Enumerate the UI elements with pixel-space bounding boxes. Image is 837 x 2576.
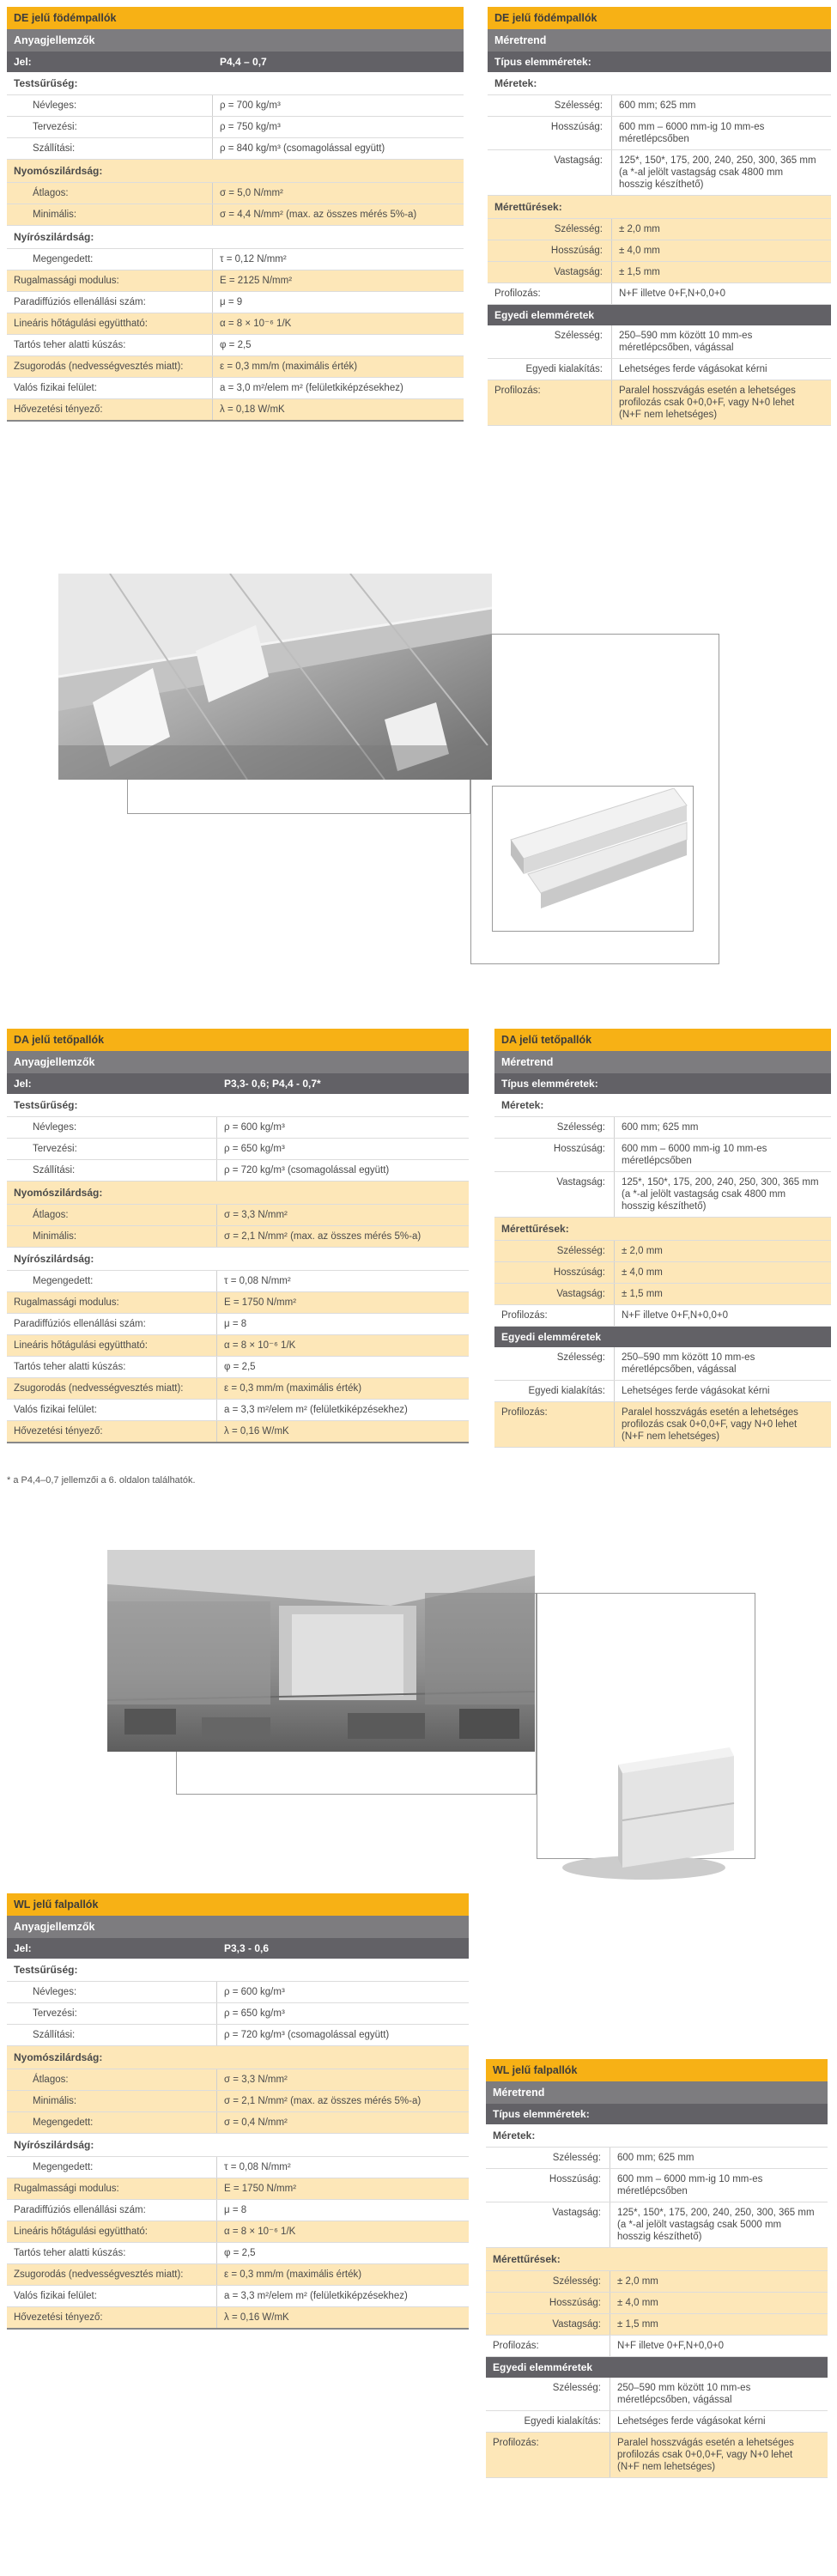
row-value: ε = 0,3 mm/m (maximális érték) [224,1383,362,1394]
section-label: Mérettűrések: [494,1218,831,1241]
row-value: Paralel hosszvágás esetén a lehetséges profilozás csak 0+0,0+F, vagy N+0 lehet (N+F nem lehetséges) [622,1407,798,1442]
row-value: Paralel hosszvágás esetén a lehetséges profilozás csak 0+0,0+F, vagy N+0 lehet (N+F nem lehetséges) [619,386,796,420]
section-label: Nyomószilárdság: [7,2046,469,2069]
row-value: 125*, 150*, 175, 200, 240, 250, 300, 365 mm (a *-al jelölt vastagság csak 4800 mm hosszig készíthető) [622,1177,819,1212]
row-value: ε = 0,3 mm/m (maximális érték) [220,361,358,372]
row-label: Lineáris hőtágulási együttható: [7,313,213,334]
row-value: σ = 3,3 N/mm² [224,1210,288,1220]
section-label: Mérettűrések: [488,196,831,219]
row-value: ρ = 650 kg/m³ [224,2008,285,2019]
row-value: ± 1,5 mm [619,267,660,277]
row-label: Egyedi kialakítás: [486,2411,610,2432]
row-value: Paralel hosszvágás esetén a lehetséges profilozás csak 0+0,0+F, vagy N+0 lehet (N+F nem lehetséges) [617,2438,794,2472]
row-value: τ = 0,08 N/mm² [224,2162,291,2172]
row-label: Tervezési: [7,2003,217,2024]
row-label: Szélesség: [488,219,612,240]
row-label: Tartós teher alatti kúszás: [7,335,213,355]
tipus-row [494,1073,831,1094]
row-value: N+F illetve 0+F,N+0,0+0 [619,289,726,299]
row-label: Szélesség: [494,1117,615,1138]
row-label: Vastagság: [486,2314,610,2335]
section-label: Testsűrűség: [7,1094,469,1117]
row-label: Tervezési: [7,1139,217,1159]
row-value: 600 mm; 625 mm [617,2153,694,2163]
table-subtitle: Méretrend [494,1051,831,1073]
row-value: 250–590 mm között 10 mm-es méretlépcsőben, vágással [622,1352,755,1375]
ceiling-photo-image [58,574,492,780]
egyedi-label: Egyedi elemméretek [493,2361,593,2373]
row-value: σ = 0,4 N/mm² [224,2117,288,2128]
row-label: Vastagság: [488,150,612,195]
row-label: Tartós teher alatti kúszás: [7,1357,217,1377]
row-label: Szélesség: [486,2148,610,2168]
wl-dimensions-table [486,2059,828,2478]
section-label: Mérettűrések: [486,2248,828,2271]
row-value: ± 2,0 mm [622,1246,663,1256]
row-value: ρ = 750 kg/m³ [220,122,281,132]
row-value: ρ = 840 kg/m³ (csomagolással együtt) [220,143,385,154]
section-label: Nyomószilárdság: [7,1182,469,1205]
concrete-slab-image [494,788,691,913]
row-value: λ = 0,16 W/mK [224,2312,289,2323]
row-value: ± 4,0 mm [619,246,660,256]
row-value: φ = 2,5 [220,340,252,350]
row-value: σ = 2,1 N/mm² (max. az összes mérés 5%-a) [224,1231,422,1242]
slab-image [494,788,691,913]
row-value: 125*, 150*, 175, 200, 240, 250, 300, 365 mm (a *-al jelölt vastagság csak 5000 mm hosszig készíthető) [617,2208,815,2242]
row-label: Valós fizikai felület: [7,2286,217,2306]
table-subtitle: Anyagjellemzők [7,29,464,52]
row-value: ρ = 720 kg/m³ (csomagolással együtt) [224,2030,390,2040]
row-label: Profilozás: [488,283,612,304]
row-value: Lehetséges ferde vágásokat kérni [617,2416,766,2427]
section-label: Testsűrűség: [7,1959,469,1982]
row-label: Rugalmassági modulus: [7,1292,217,1313]
row-value: σ = 3,3 N/mm² [224,2075,288,2085]
row-label: Névleges: [7,1982,217,2002]
row-label: Hővezetési tényező: [7,1421,217,1442]
row-label: Hővezetési tényező: [7,2307,217,2328]
row-value: E = 1750 N/mm² [224,1297,297,1308]
section-label: Nyírószilárdság: [7,1248,469,1271]
row-label: Paradiffúziós ellenállási szám: [7,292,213,313]
row-value: E = 2125 N/mm² [220,276,293,286]
row-label: Névleges: [7,1117,217,1138]
egyedi-label: Egyedi elemméretek [501,1331,602,1343]
table-title: DA jelű tetőpallók [7,1029,469,1051]
row-label: Megengedett: [7,2157,217,2178]
row-value: α = 8 × 10⁻⁶ 1/K [220,319,292,329]
row-value: a = 3,0 m²/elem m² (felületkiképzésekhez) [220,383,403,393]
row-label: Profilozás: [494,1305,615,1326]
row-value: 125*, 150*, 175, 200, 240, 250, 300, 365 mm (a *-al jelölt vastagság csak 4800 mm hosszig készíthető) [619,155,816,190]
egyedi-header [494,1327,831,1347]
row-label: Valós fizikai felület: [7,378,213,398]
row-value: μ = 8 [224,1319,247,1329]
section-label: Méretek: [486,2124,828,2148]
section-label: Nyomószilárdság: [7,160,464,183]
warehouse-photo [107,1550,535,1752]
row-label: Szélesség: [486,2378,610,2410]
row-value: τ = 0,12 N/mm² [220,254,287,264]
row-label: Megengedett: [7,1271,217,1291]
row-label: Szélesség: [494,1241,615,1261]
row-value: ± 2,0 mm [617,2276,658,2287]
egyedi-label: Egyedi elemméretek [494,309,595,321]
row-value: φ = 2,5 [224,1362,256,1372]
row-label: Rugalmassági modulus: [7,270,213,291]
row-label: Zsugorodás (nedvességvesztés miatt): [7,2264,217,2285]
row-label: Zsugorodás (nedvességvesztés miatt): [7,356,213,377]
row-label: Vastagság: [494,1172,615,1217]
row-value: λ = 0,18 W/mK [220,404,285,415]
row-label: Hővezetési tényező: [7,399,213,420]
row-label: Névleges: [7,95,213,116]
row-value: σ = 5,0 N/mm² [220,188,283,198]
row-value: 600 mm – 6000 mm-ig 10 mm-es méretlépcsőben [619,122,765,144]
row-value: φ = 2,5 [224,2248,256,2258]
row-value: ρ = 720 kg/m³ (csomagolással együtt) [224,1165,390,1176]
section-label: Testsűrűség: [7,72,464,95]
row-label: Tartós teher alatti kúszás: [7,2243,217,2263]
row-label: Szállítási: [7,1160,217,1181]
row-value: ρ = 700 kg/m³ [220,100,281,111]
row-label: Átlagos: [7,183,213,204]
jel-label: Jel: [14,56,32,68]
row-value: 600 mm; 625 mm [619,100,696,111]
row-label: Megengedett: [7,2112,217,2133]
row-value: τ = 0,08 N/mm² [224,1276,291,1286]
row-label: Szélesség: [488,95,612,116]
section-label: Nyírószilárdság: [7,2134,469,2157]
row-value: 250–590 mm között 10 mm-es méretlépcsőben, vágással [619,331,753,353]
row-label: Szállítási: [7,2025,217,2045]
row-label: Szállítási: [7,138,213,159]
tipus-label: Típus elemméretek: [501,1078,598,1090]
row-label: Minimális: [7,2091,217,2111]
tipus-row [486,2104,828,2124]
row-value: a = 3,3 m²/elem m² (felületkiképzésekhez) [224,2291,408,2301]
row-label: Profilozás: [486,2336,610,2356]
row-value: 600 mm – 6000 mm-ig 10 mm-es méretlépcsőben [622,1144,767,1166]
concrete-block-image [558,1747,751,1885]
section-label: Nyírószilárdság: [7,226,464,249]
row-value: ± 2,0 mm [619,224,660,234]
row-value: ± 4,0 mm [622,1267,663,1278]
egyedi-header [488,305,831,325]
row-label: Vastagság: [486,2202,610,2247]
wl-properties-table [7,1893,469,2330]
row-label: Egyedi kialakítás: [488,359,612,380]
row-value: E = 1750 N/mm² [224,2184,297,2194]
egyedi-header [486,2357,828,2378]
section-label: Méretek: [488,72,831,95]
jel-value: P4,4 – 0,7 [220,56,267,68]
table-subtitle: Méretrend [488,29,831,52]
row-value: μ = 9 [220,297,243,307]
row-label: Hosszúság: [486,2169,610,2202]
jel-row [7,1938,469,1959]
row-label: Szélesség: [486,2271,610,2292]
row-label: Lineáris hőtágulási együttható: [7,1335,217,1356]
row-label: Egyedi kialakítás: [494,1381,615,1401]
de-properties-table [7,7,464,422]
row-label: Vastagság: [494,1284,615,1304]
row-label: Megengedett: [7,249,213,270]
footnote: * a P4,4–0,7 jellemzői a 6. oldalon találhatók. [7,1475,196,1485]
warehouse-photo-image [107,1550,535,1752]
row-label: Profilozás: [494,1402,615,1447]
row-label: Hosszúság: [486,2293,610,2313]
row-value: ± 1,5 mm [622,1289,663,1299]
jel-value: P3,3 - 0,6 [224,1942,270,1954]
row-label: Minimális: [7,204,213,225]
table-title: DE jelű födémpallók [7,7,464,29]
row-value: 600 mm; 625 mm [622,1122,699,1133]
row-value: α = 8 × 10⁻⁶ 1/K [224,1340,296,1351]
row-label: Zsugorodás (nedvességvesztés miatt): [7,1378,217,1399]
jel-value: P3,3- 0,6; P4,4 - 0,7* [224,1078,321,1090]
row-label: Szélesség: [494,1347,615,1380]
table-subtitle: Méretrend [486,2081,828,2104]
row-value: ± 4,0 mm [617,2298,658,2308]
row-label: Tervezési: [7,117,213,137]
row-label: Szélesség: [488,325,612,358]
row-label: Hosszúság: [494,1139,615,1171]
row-label: Vastagság: [488,262,612,283]
da-properties-table [7,1029,469,1443]
de-dimensions-table [488,7,831,426]
row-value: N+F illetve 0+F,N+0,0+0 [617,2341,725,2351]
row-label: Átlagos: [7,1205,217,1225]
row-value: ρ = 650 kg/m³ [224,1144,285,1154]
table-title: DE jelű födémpallók [488,7,831,29]
block-image [558,1747,751,1885]
row-label: Átlagos: [7,2069,217,2090]
row-label: Profilozás: [486,2433,610,2477]
table-subtitle: Anyagjellemzők [7,1051,469,1073]
row-label: Paradiffúziós ellenállási szám: [7,2200,217,2221]
jel-row [7,52,464,72]
row-label: Rugalmassági modulus: [7,2178,217,2199]
row-value: λ = 0,16 W/mK [224,1426,289,1437]
row-value: α = 8 × 10⁻⁶ 1/K [224,2227,296,2237]
jel-label: Jel: [14,1942,32,1954]
tipus-row [488,52,831,72]
row-label: Hosszúság: [494,1262,615,1283]
table-subtitle: Anyagjellemzők [7,1916,469,1938]
row-value: ρ = 600 kg/m³ [224,1122,285,1133]
row-value: Lehetséges ferde vágásokat kérni [619,364,767,374]
table-title: WL jelű falpallók [7,1893,469,1916]
row-label: Minimális: [7,1226,217,1247]
tipus-label: Típus elemméretek: [494,56,591,68]
row-label: Hosszúság: [488,240,612,261]
row-value: a = 3,3 m²/elem m² (felületkiképzésekhez) [224,1405,408,1415]
row-value: 250–590 mm között 10 mm-es méretlépcsőben, vágással [617,2383,751,2405]
table-title: WL jelű falpallók [486,2059,828,2081]
row-value: ρ = 600 kg/m³ [224,1987,285,1997]
row-value: σ = 4,4 N/mm² (max. az összes mérés 5%-a) [220,210,417,220]
tipus-label: Típus elemméretek: [493,2108,590,2120]
row-value: ε = 0,3 mm/m (maximális érték) [224,2269,362,2280]
row-value: Lehetséges ferde vágásokat kérni [622,1386,770,1396]
row-value: N+F illetve 0+F,N+0,0+0 [622,1310,729,1321]
row-value: 600 mm – 6000 mm-ig 10 mm-es méretlépcsőben [617,2174,763,2196]
da-dimensions-table [494,1029,831,1448]
jel-row [7,1073,469,1094]
section-label: Méretek: [494,1094,831,1117]
row-label: Hosszúság: [488,117,612,149]
row-value: μ = 8 [224,2205,247,2215]
jel-label: Jel: [14,1078,32,1090]
row-label: Profilozás: [488,380,612,425]
row-value: σ = 2,1 N/mm² (max. az összes mérés 5%-a) [224,2096,422,2106]
ceiling-photo [58,574,492,780]
table-title: DA jelű tetőpallók [494,1029,831,1051]
row-label: Paradiffúziós ellenállási szám: [7,1314,217,1334]
row-value: ± 1,5 mm [617,2319,658,2330]
row-label: Valós fizikai felület: [7,1400,217,1420]
row-label: Lineáris hőtágulási együttható: [7,2221,217,2242]
